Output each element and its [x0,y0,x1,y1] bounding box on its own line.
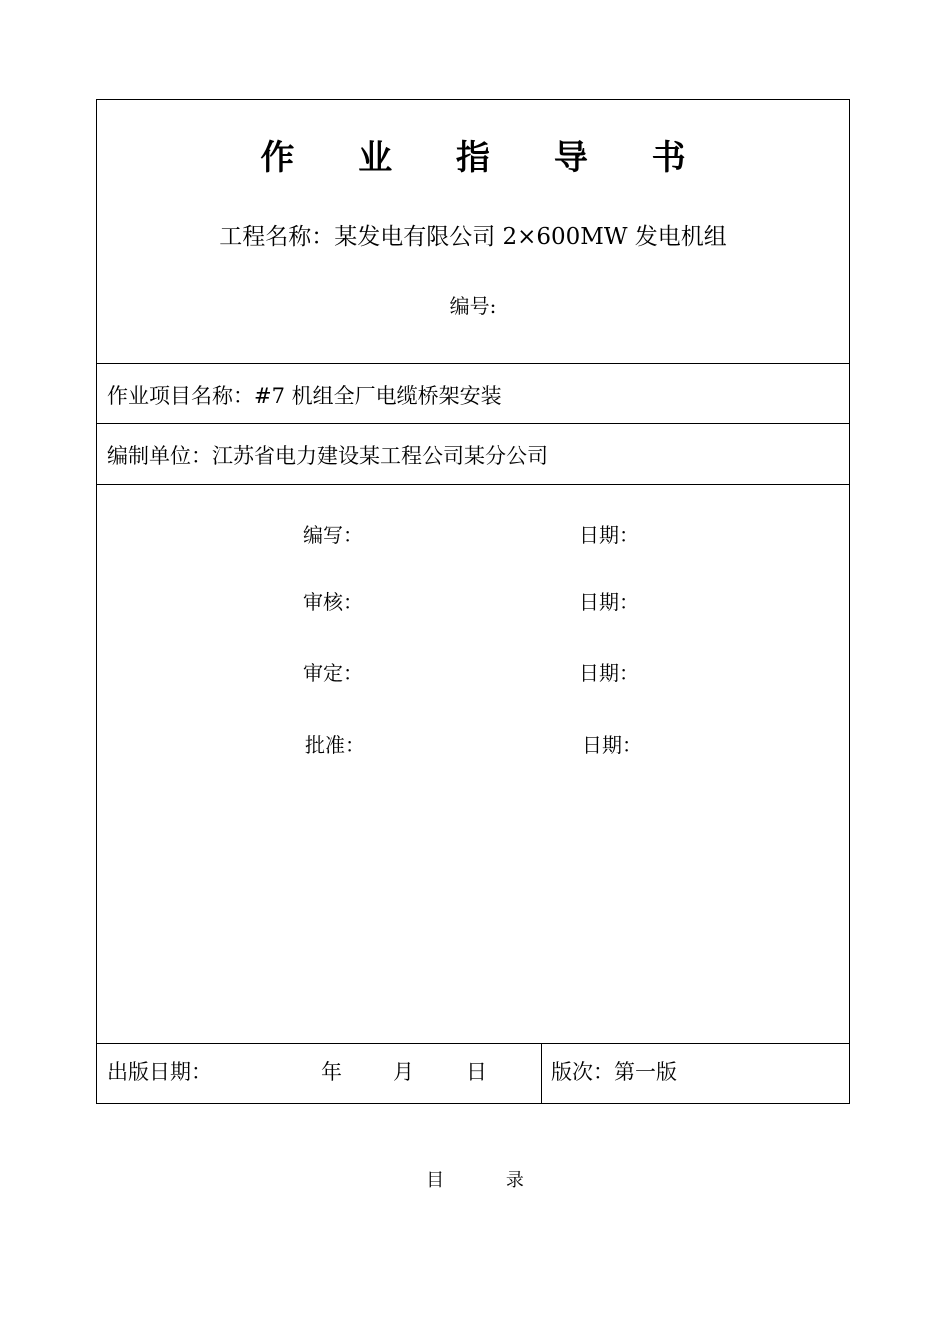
month-label: 月 [393,1060,414,1084]
year-label: 年 [321,1060,342,1084]
footer-section [97,1044,849,1103]
compile-unit-text: 编制单位：江苏省电力建设某工程公司某分公司 [107,444,548,468]
header-section [97,100,849,364]
author-date-label: 日期： [579,523,639,547]
verifier-label: 审定： [303,661,363,685]
author-label: 编写： [303,523,363,547]
project-name: 工程名称：某发电有限公司 2×600MW 发电机组 [219,224,727,250]
document-title: 作 业 指 导 书 [260,138,712,178]
project-item-row [97,364,849,424]
approver-label: 批准： [305,733,365,757]
project-item-text: 作业项目名称：#7 机组全厂电缆桥架安装 [107,384,502,408]
cover-form [96,99,850,1104]
verifier-date-label: 日期： [579,661,639,685]
publish-date-label: 出版日期： [107,1060,212,1084]
document-number-label: 编号: [449,294,497,318]
signature-section [97,485,849,1044]
reviewer-label: 审核： [303,590,363,614]
reviewer-date-label: 日期： [579,590,639,614]
compile-unit-row [97,424,849,485]
table-of-contents-title: 目 录 [426,1170,552,1191]
edition-label: 版次：第一版 [551,1060,677,1084]
day-label: 日 [466,1060,487,1084]
publish-date-cell [97,1044,542,1103]
approver-date-label: 日期： [582,733,642,757]
